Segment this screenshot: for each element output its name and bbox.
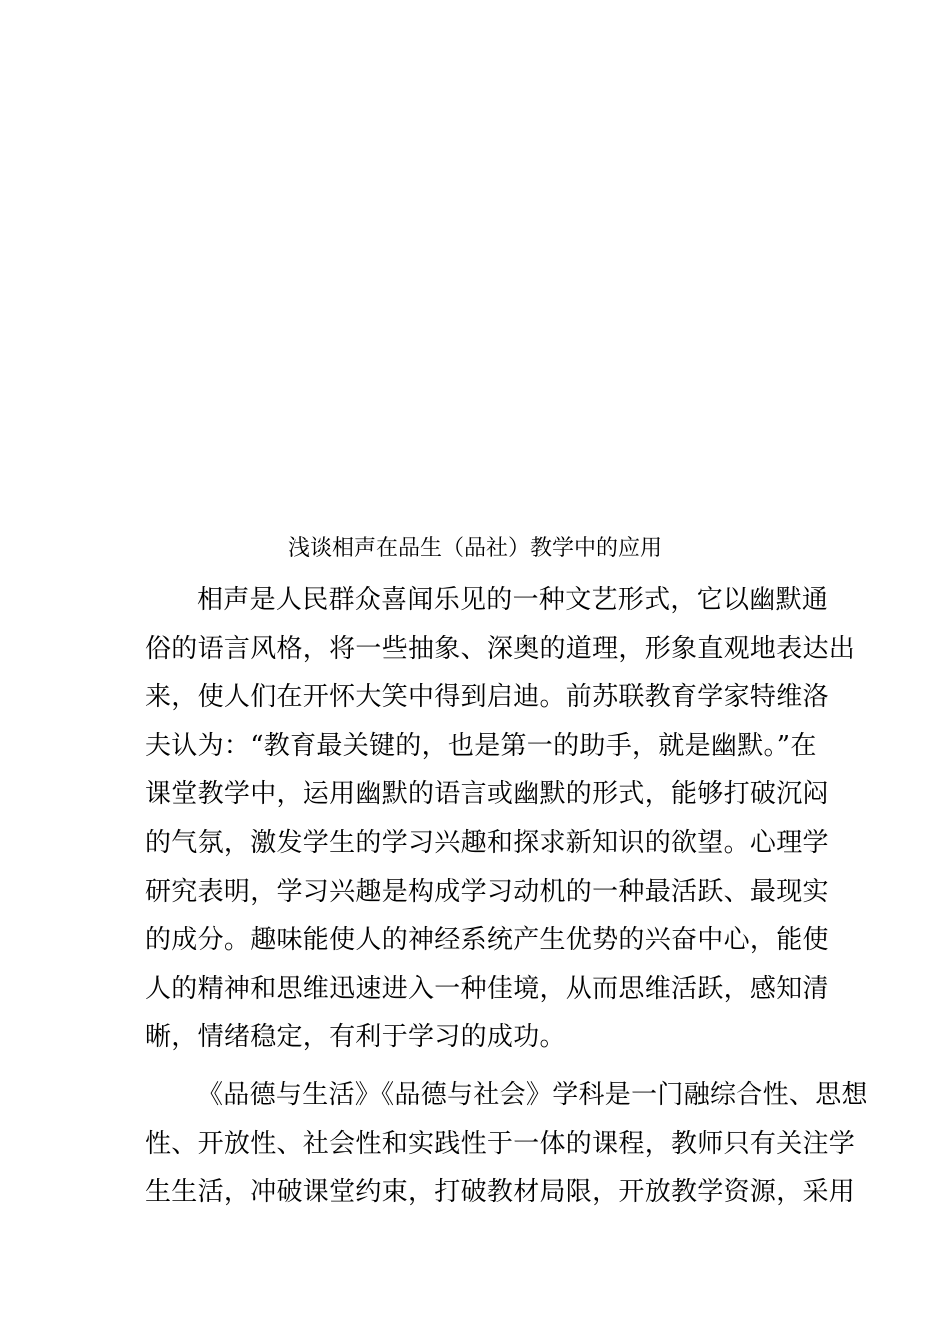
paragraph-line: 《品德与生活》《品德与社会》学科是一门融综合性、思想 <box>197 1080 868 1110</box>
paragraph-line: 生生活，冲破课堂约束，打破教材局限，开放教学资源，采用 <box>145 1177 856 1208</box>
paragraph-line: 课堂教学中，运用幽默的语言或幽默的形式，能够打破沉闷 <box>145 779 829 810</box>
paragraph-line: 夫认为：“教育最关键的，也是第一的助手，就是幽默。”在 <box>145 730 817 761</box>
paragraph-line: 的成分。趣味能使人的神经系统产生优势的兴奋中心，能使 <box>145 925 829 956</box>
paragraph-line: 晰，情绪稳定，有利于学习的成功。 <box>145 1022 566 1053</box>
paragraph-1 <box>145 576 856 1062</box>
paragraph-line: 俗的语言风格，将一些抽象、深奥的道理，形象直观地表达出 <box>145 633 856 664</box>
paragraph-line: 的气氛，激发学生的学习兴趣和探求新知识的欲望。心理学 <box>145 827 829 858</box>
paragraph-line: 人的精神和思维迅速进入一种佳境，从而思维活跃，感知清 <box>145 973 829 1004</box>
paragraph-line: 来，使人们在开怀大笑中得到启迪。前苏联教育学家特维洛 <box>145 682 829 713</box>
document-title: 浅谈相声在品生（品社）教学中的应用 <box>287 536 662 561</box>
paragraph-line: 研究表明，学习兴趣是构成学习动机的一种最活跃、最现实 <box>145 876 829 907</box>
paragraph-line: 相声是人民群众喜闻乐见的一种文艺形式，它以幽默通 <box>197 585 829 615</box>
paragraph-2 <box>145 1071 868 1217</box>
paragraph-line: 性、开放性、社会性和实践性于一体的课程，教师只有关注学 <box>145 1128 856 1159</box>
